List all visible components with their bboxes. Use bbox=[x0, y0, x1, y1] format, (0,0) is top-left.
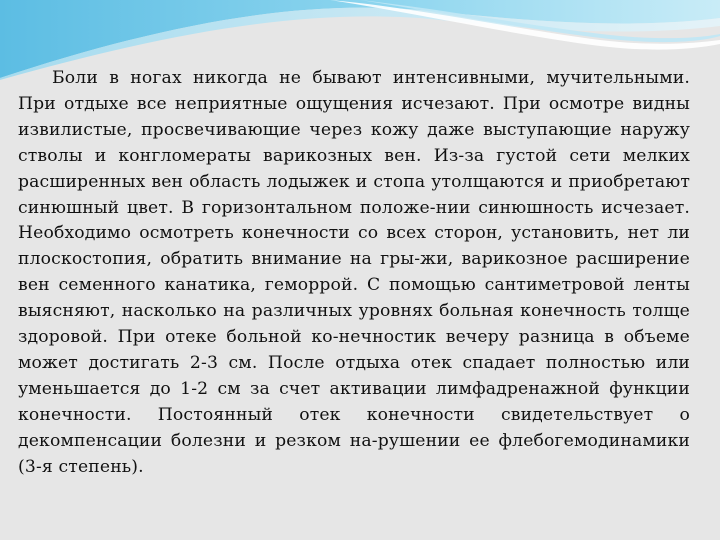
body-paragraph: Боли в ногах никогда не бывают интенсивными, мучительными. При отдыхе все неприятные ощущения исчезают. При осмотре видны извилистые, просвечивающие через кожу даже выступающие наружу стволы и конгломераты варикозных вен. Из-за густой сети мелких расширенных вен область лодыжек и стопа утолщаются и приобретают синюшный цвет. В горизонтальном положе-нии синюшность исчезает. Необходимо осмотреть конечности со всех сторон, установить, нет ли плоскостопия, обратить внимание на гры-жи, варикозное расширение вен семенного канатика, геморрой. С помощью сантиметровой ленты выясняют, насколько на различных уровнях больная конечность толще здоровой. При отеке больной ко-нечностик вечеру разница в объеме может достигать 2-3 см. После отдыха отек спадает полностью или уменьшается до 1-2 см за счет активации лимфадренажной функции конечности. Постоянный отек конечности свидетельствует о декомпенсации болезни и резком на-рушении ее флебогемодинамики (3-я степень). bbox=[18, 68, 690, 477]
